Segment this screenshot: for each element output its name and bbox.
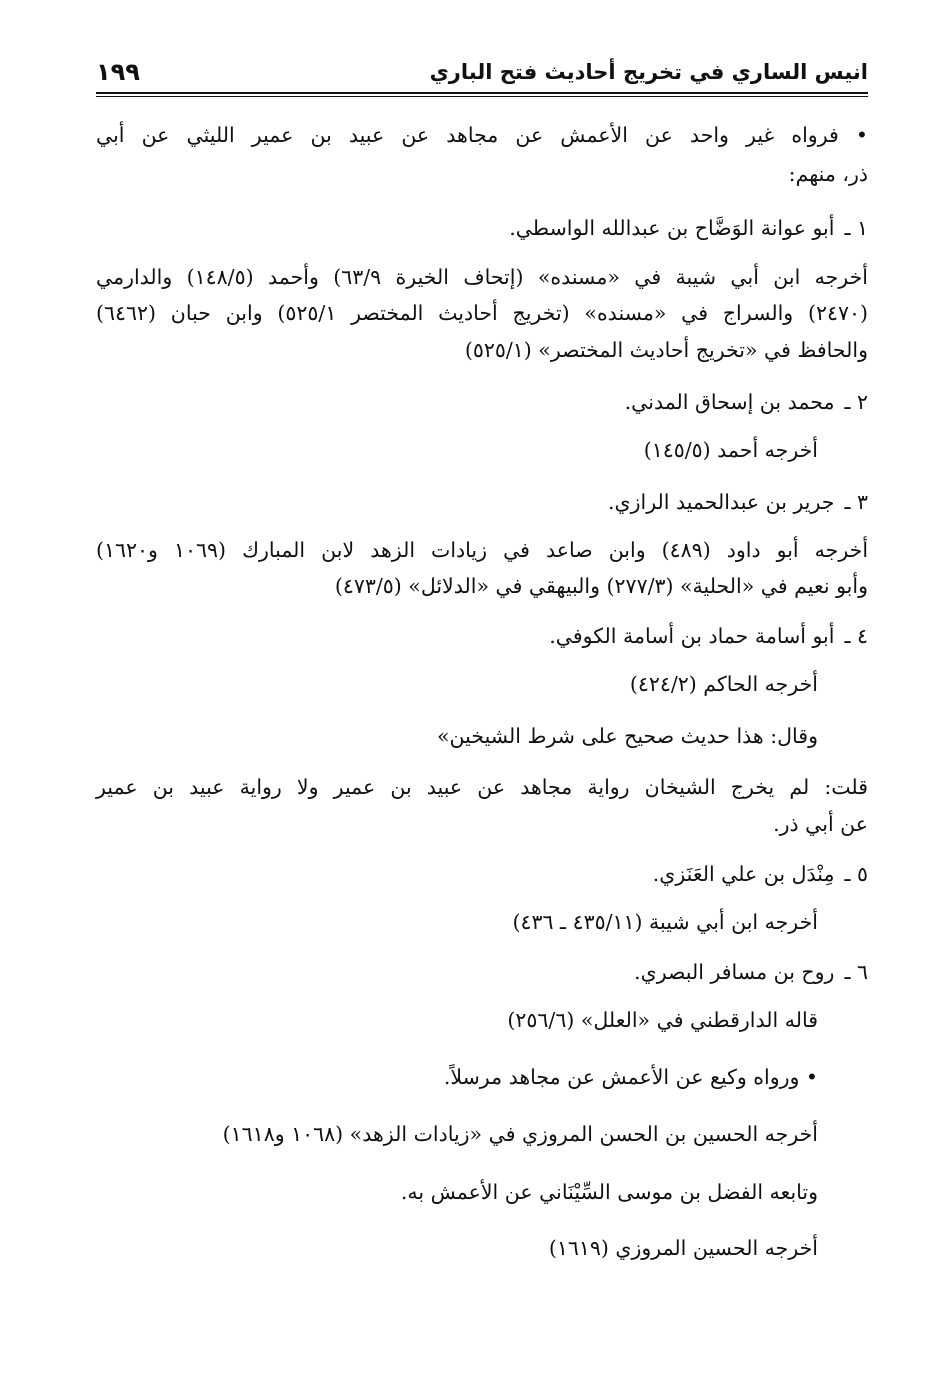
waki-line: • ورواه وكيع عن الأعمش عن مجاهد مرسلاً.: [443, 1065, 818, 1089]
narrator-number: ٦ ـ: [844, 960, 868, 984]
takhrij-line: أخرجه ابن أبي شيبة في «مسنده» (إتحاف الخيرة ٦٣/٩) وأحمد (١٤٨/٥) والدارمي: [96, 265, 868, 289]
header-rule: [96, 92, 868, 94]
narrator-name: مِنْدَل بن علي العَنَزي.: [652, 862, 835, 886]
narrator-number: ٤ ـ: [844, 624, 868, 648]
narrator-2-heading: [625, 390, 868, 415]
page-number: ١٩٩: [96, 58, 140, 86]
narrator-6-heading: [634, 960, 868, 985]
takhrij-line: وأبو نعيم في «الحلية» (٢٧٧/٣) والبيهقي في «الدلائل» (٤٧٣/٥): [334, 574, 868, 598]
takhrij-line: والحافظ في «تخريج أحاديث المختصر» (٥٢٥/١): [464, 338, 868, 362]
narrator-name: أبو أسامة حماد بن أسامة الكوفي.: [549, 624, 835, 648]
narrator-5-heading: [653, 862, 868, 887]
takhrij-line: (٢٤٧٠) والسراج في «مسنده» (تخريج أحاديث المختصر ٥٢٥/١) وابن حبان (٦٤٦٢): [96, 301, 868, 325]
narrator-name: محمد بن إسحاق المدني.: [624, 390, 835, 414]
narrator-1-heading: [509, 216, 868, 241]
narrator-number: ٥ ـ: [844, 862, 868, 886]
takhrij-line: أخرجه أحمد (١٤٥/٥): [643, 438, 818, 462]
running-title: انيس الساري في تخريج أحاديث فتح الباري: [429, 60, 868, 84]
takhrij-line: أخرجه الحسين بن الحسن المروزي في «زيادات الزهد» (١٠٦٨ و١٦١٨): [222, 1122, 818, 1146]
narrator-4-heading: [549, 624, 868, 649]
page-header: [96, 58, 868, 90]
intro-line-1: • فرواه غير واحد عن الأعمش عن مجاهد عن عبيد بن عمير الليثي عن أبي: [96, 123, 868, 147]
narrator-3-heading: [608, 490, 868, 515]
takhrij-line: أخرجه الحاكم (٤٢٤/٢): [629, 672, 818, 696]
comment-line: عن أبي ذر.: [773, 812, 868, 836]
takhrij-line: أخرجه الحسين المروزي (١٦١٩): [548, 1236, 818, 1260]
takhrij-line: أخرجه ابن أبي شيبة (٤٣٥/١١ ـ ٤٣٦): [512, 910, 818, 934]
narrator-name: أبو عوانة الوَضَّاح بن عبدالله الواسطي.: [509, 216, 835, 240]
narrator-name: روح بن مسافر البصري.: [634, 960, 835, 984]
intro-line-2: ذر، منهم:: [788, 162, 868, 186]
takhrij-line: قاله الدارقطني في «العلل» (٢٥٦/٦): [507, 1008, 818, 1032]
mutaba-line: وتابعه الفضل بن موسى السِّيْنَاني عن الأعمش به.: [400, 1180, 818, 1204]
narrator-number: ١ ـ: [844, 216, 868, 240]
narrator-number: ٢ ـ: [844, 390, 868, 414]
narrator-number: ٣ ـ: [844, 490, 868, 514]
header-rule-thin: [96, 96, 868, 97]
takhrij-line: أخرجه أبو داود (٤٨٩) وابن صاعد في زيادات الزهد لابن المبارك (١٠٦٩ و١٦٢٠): [96, 538, 869, 562]
narrator-name: جرير بن عبدالحميد الرازي.: [608, 490, 835, 514]
comment-line: قلت: لم يخرج الشيخان رواية مجاهد عن عبيد بن عمير ولا رواية عبيد بن عمير: [96, 775, 868, 799]
quote-line: وقال: هذا حديث صحيح على شرط الشيخين»: [437, 724, 818, 748]
